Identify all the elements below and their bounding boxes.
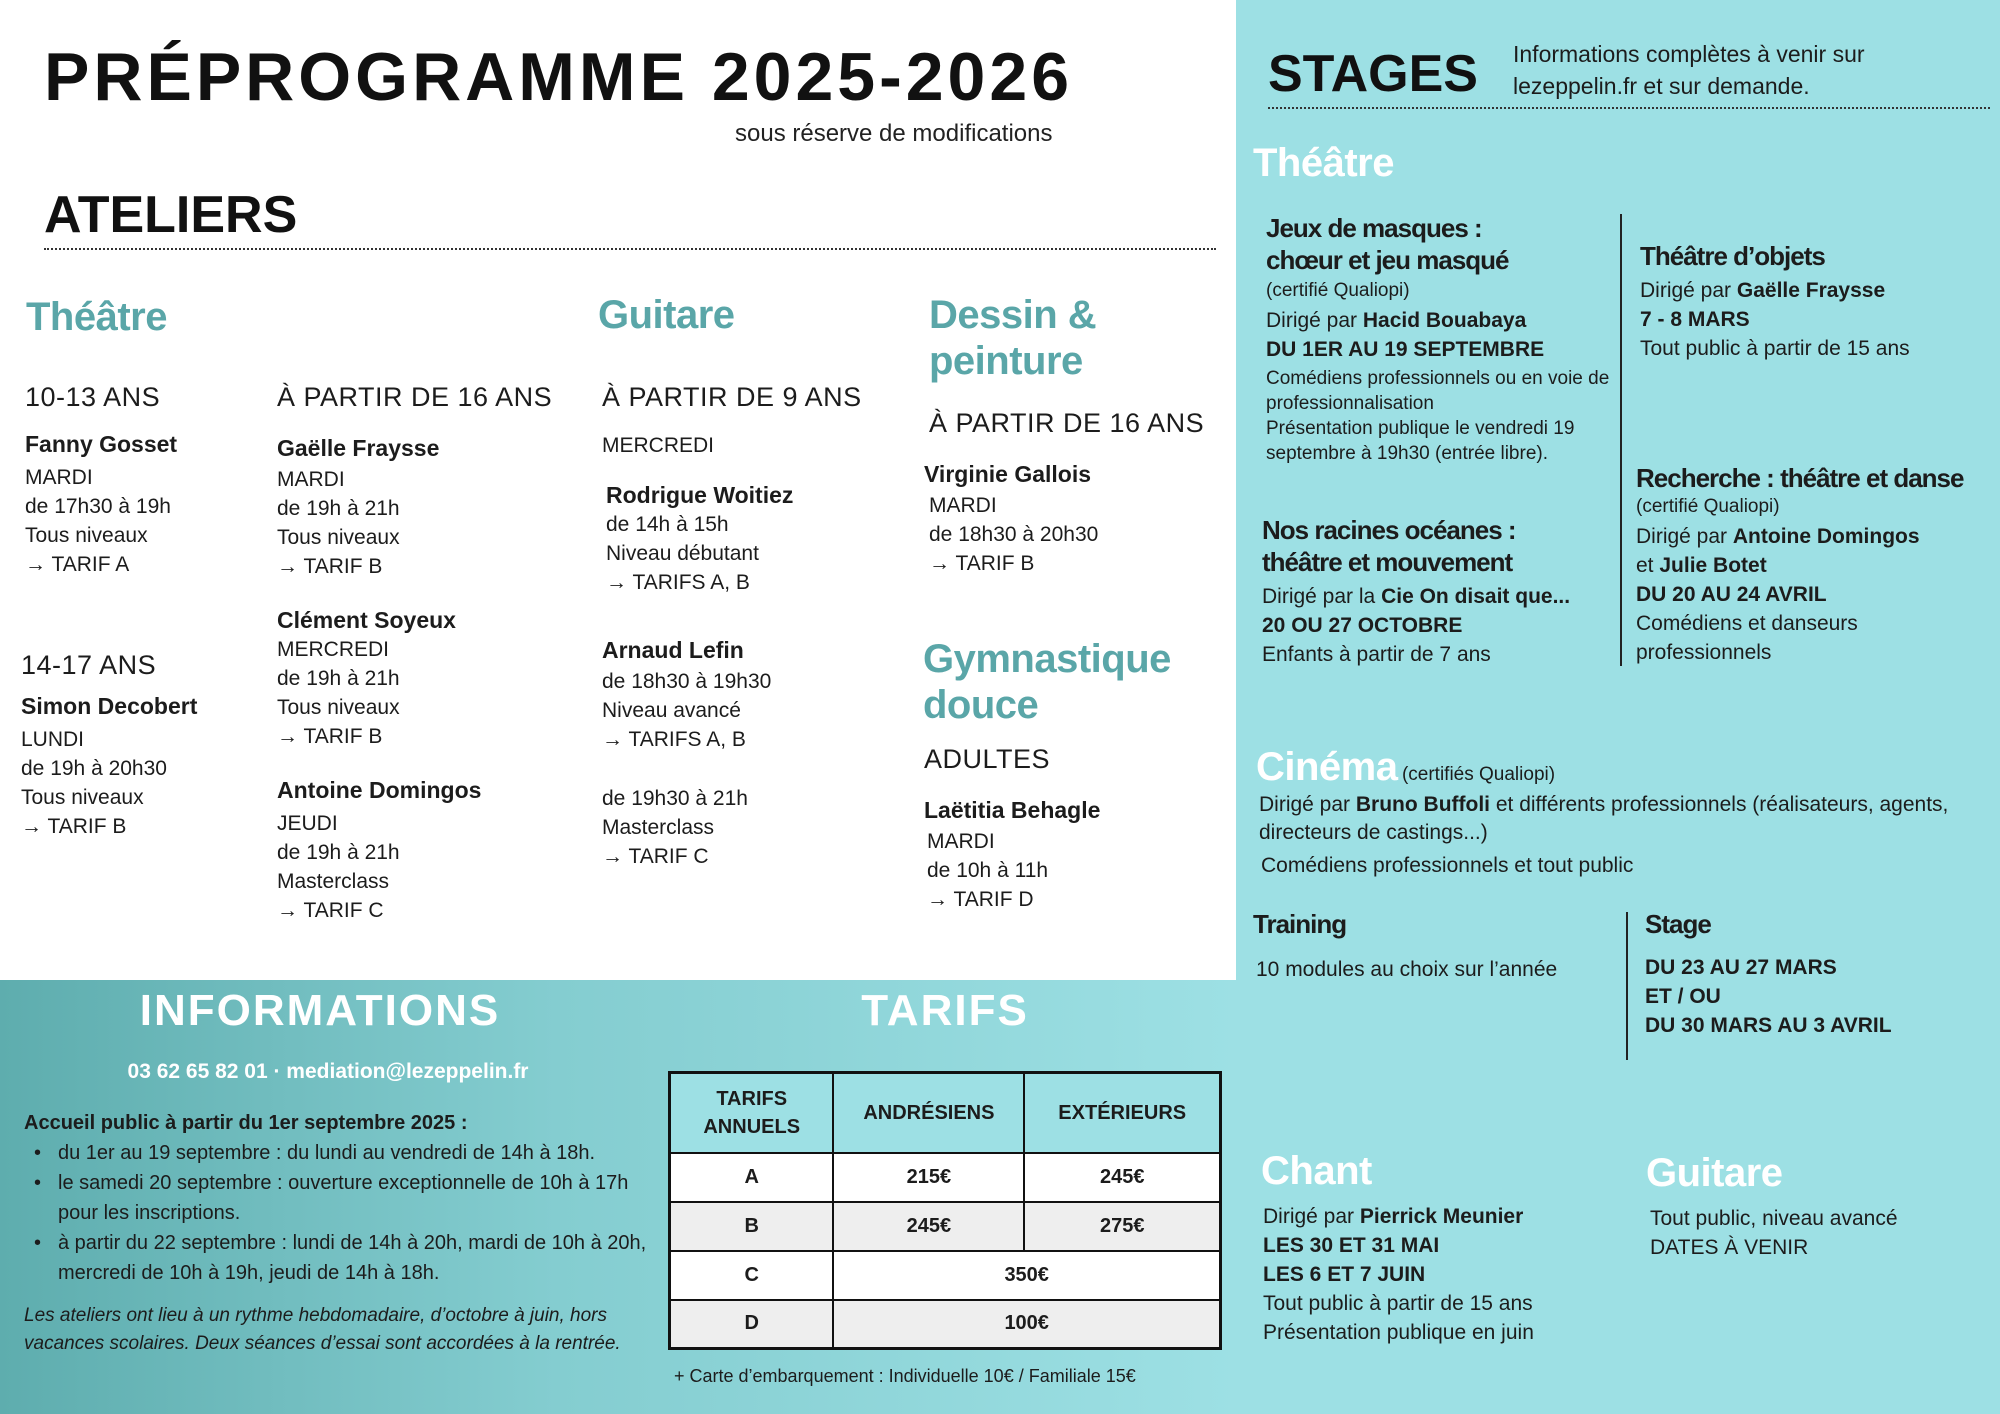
list-item: • du 1er au 19 septembre : du lundi au vendredi de 14h à 18h.	[24, 1138, 654, 1168]
stage-dates: LES 6 ET 7 JUIN	[1263, 1263, 1426, 1286]
director	[1262, 582, 1622, 611]
atelier-theatre-title: Théâtre	[26, 295, 167, 339]
table-header-row	[670, 1073, 1221, 1153]
cinema-director	[1259, 791, 1979, 847]
tarifs-heading: TARIFS	[861, 986, 1029, 1035]
atelier-gym	[924, 744, 1100, 914]
audience: professionnels	[1636, 641, 1772, 664]
schedule-line: de 19h à 21h	[277, 841, 400, 864]
director-prefix: Dirigé par la	[1262, 585, 1382, 608]
column-header: ANDRÉSIENS	[833, 1073, 1024, 1153]
schedule-line: MARDI	[927, 830, 995, 853]
tarif-line: → TARIF A	[25, 553, 130, 576]
schedule	[21, 725, 197, 841]
cinema-training-desc: 10 modules au choix sur l’année	[1256, 958, 1558, 981]
schedule-line: de 18h30 à 20h30	[929, 523, 1099, 546]
director-name: Bruno Buffoli	[1355, 793, 1491, 816]
stage-dates: DU 20 AU 24 AVRIL	[1636, 583, 1827, 606]
instructor-name: Laëtitia Behagle	[924, 797, 1101, 823]
schedule-line: de 17h30 à 19h	[25, 495, 171, 518]
director-name: Pierrick Meunier	[1359, 1205, 1524, 1228]
date-line: DU 23 AU 27 MARS	[1645, 956, 1837, 979]
instructor-name: Fanny Gosset	[25, 431, 178, 457]
schedule	[277, 635, 552, 751]
schedule-line: MARDI	[25, 466, 93, 489]
age-group: ADULTES	[924, 744, 1051, 774]
schedule-line: Tous niveaux	[21, 786, 144, 809]
title-line: chœur et jeu masqué	[1266, 245, 1509, 275]
schedule-line: Niveau avancé	[602, 699, 741, 722]
column-header: TARIFS ANNUELS	[670, 1073, 834, 1153]
table-row	[670, 1202, 1221, 1251]
title-line: Nos racines océanes :	[1262, 515, 1516, 545]
director-name: Julie Botet	[1659, 554, 1767, 577]
schedule-line: de 19h30 à 21h	[602, 787, 748, 810]
certification: (certifiés Qualiopi)	[1401, 764, 1556, 785]
cinema-training-title: Training	[1253, 909, 1347, 939]
stage-title	[1266, 212, 1626, 276]
schedule-line: MARDI	[277, 468, 345, 491]
presentation: Présentation publique le vendredi 19 septembre à 19h30 (entrée libre).	[1266, 418, 1575, 464]
instructor-name: Clément Soyeux	[277, 607, 456, 633]
presentation: Présentation publique en juin	[1263, 1321, 1534, 1344]
stage-dates: 20 OU 27 OCTOBRE	[1262, 614, 1463, 637]
stage-racines-oceanes	[1262, 514, 1622, 669]
stages-cinema-title: Cinéma	[1256, 745, 1398, 789]
instructor-name: Gaëlle Fraysse	[277, 435, 440, 461]
cinema-stage-title: Stage	[1645, 909, 1711, 939]
schedule-line: de 19h à 20h30	[21, 757, 167, 780]
age-group: À PARTIR DE 16 ANS	[277, 382, 553, 412]
atelier-theatre-16plus	[277, 382, 552, 925]
director-prefix: Dirigé par	[1266, 309, 1363, 332]
instructor-name: Rodrigue Woitiez	[606, 482, 794, 508]
title-line: Jeux de masques :	[1266, 213, 1482, 243]
column-header: EXTÉRIEURS	[1024, 1073, 1220, 1153]
informations-body	[24, 1108, 654, 1358]
director-suffix: et différents professionnels (réalisateurs, agents, directeurs de castings...)	[1259, 793, 1949, 844]
cinema-stage-dates	[1645, 953, 1892, 1040]
title-line: théâtre et mouvement	[1262, 547, 1513, 577]
day: MERCREDI	[602, 434, 715, 457]
stage-dates: DATES À VENIR	[1650, 1236, 1809, 1259]
table-row	[670, 1251, 1221, 1300]
director-prefix: et	[1636, 554, 1660, 577]
schedule-line: Tous niveaux	[277, 526, 400, 549]
audience: Comédiens et danseurs	[1636, 612, 1858, 635]
stages-divider	[1268, 107, 1990, 109]
list-item: • à partir du 22 septembre : lundi de 14h à 20h, mardi de 10h à 20h, mercredi de 10h à 19h, jeudi de 14h à 18h.	[24, 1228, 654, 1288]
schedule-line: Tous niveaux	[25, 524, 148, 547]
director	[1640, 276, 1980, 305]
stage-chant	[1263, 1202, 1534, 1347]
tarif-line: → TARIF B	[21, 815, 127, 838]
director-name: Antoine Domingos	[1732, 525, 1920, 548]
title-line: douce	[923, 683, 1039, 727]
schedule	[927, 827, 1100, 914]
schedule-line: Tous niveaux	[277, 696, 400, 719]
accueil-heading: Accueil public à partir du 1er septembre 2025 :	[24, 1112, 468, 1134]
atelier-dessin-title	[929, 292, 1096, 384]
tarif-line: → TARIF C	[602, 845, 709, 868]
tarif-line: → TARIF C	[277, 899, 384, 922]
title-line: Gymnastique	[923, 637, 1171, 681]
schedule	[606, 510, 862, 597]
list-item: • le samedi 20 septembre : ouverture exceptionnelle de 10h à 17h pour les inscriptions.	[24, 1168, 654, 1228]
atelier-guitare	[602, 382, 862, 871]
age-group: 10-13 ANS	[25, 382, 161, 412]
stage-dates: 7 - 8 MARS	[1640, 308, 1750, 331]
instructor-name: Simon Decobert	[21, 693, 198, 719]
tarif-label: A	[670, 1153, 834, 1202]
schedule-line: de 10h à 11h	[927, 859, 1049, 882]
tarif-line: → TARIF B	[929, 552, 1035, 575]
schedule	[277, 465, 552, 581]
schedule	[602, 667, 862, 754]
column-divider	[1626, 912, 1628, 1060]
stage-dates: DU 1ER AU 19 SEPTEMBRE	[1266, 338, 1545, 361]
stages-heading: STAGES	[1268, 45, 1478, 103]
stage-title	[1262, 514, 1622, 578]
informations-heading: INFORMATIONS	[139, 986, 501, 1035]
atelier-guitare-title: Guitare	[598, 293, 735, 337]
audience: Tout public à partir de 15 ans	[1640, 337, 1910, 360]
age-group: À PARTIR DE 16 ANS	[929, 408, 1205, 438]
schedule-line: MARDI	[929, 494, 997, 517]
instructor-name: Virginie Gallois	[924, 461, 1092, 487]
director-name: Cie On disait que...	[1381, 585, 1571, 608]
stage-theatre-objets	[1640, 240, 1980, 363]
director-prefix: Dirigé par	[1259, 793, 1356, 816]
stage-jeux-de-masques	[1266, 212, 1626, 466]
tarif-line: → TARIF B	[277, 725, 383, 748]
director	[1266, 306, 1626, 335]
tarif-price: 350€	[833, 1251, 1220, 1300]
schedule	[25, 463, 177, 579]
director-prefix: Dirigé par	[1636, 525, 1733, 548]
schedule-line: de 19h à 21h	[277, 497, 400, 520]
audience: Tout public, niveau avancé	[1650, 1207, 1898, 1230]
instructor-name: Arnaud Lefin	[602, 637, 744, 663]
schedule	[277, 809, 552, 925]
stage-guitare	[1650, 1204, 1898, 1262]
schedule-line: de 19h à 21h	[277, 667, 400, 690]
stage-dates: LES 30 ET 31 MAI	[1263, 1234, 1440, 1257]
tarif-price: 215€	[833, 1153, 1024, 1202]
tarif-price: 245€	[833, 1202, 1024, 1251]
page-title: PRÉPROGRAMME 2025-2026	[44, 39, 1074, 115]
stages-chant-title: Chant	[1261, 1149, 1372, 1193]
tarif-label: D	[670, 1300, 834, 1349]
schedule-line: Masterclass	[277, 870, 390, 893]
director-name: Hacid Bouabaya	[1362, 309, 1527, 332]
stages-theatre-title: Théâtre	[1253, 141, 1394, 185]
schedule-line: MERCREDI	[277, 638, 390, 661]
tarifs-footnote: + Carte d’embarquement : Individuelle 10€ / Familiale 15€	[674, 1366, 1136, 1386]
audience: Tout public à partir de 15 ans	[1263, 1292, 1533, 1315]
tarif-price: 275€	[1024, 1202, 1220, 1251]
director-prefix: Dirigé par	[1263, 1205, 1360, 1228]
director	[1636, 522, 1996, 551]
atelier-dessin	[924, 408, 1205, 578]
contact-line: 03 62 65 82 01 · mediation@lezeppelin.fr	[127, 1060, 529, 1083]
atelier-theatre-1013	[25, 382, 177, 579]
age-group: 14-17 ANS	[21, 650, 157, 680]
schedule-line: de 14h à 15h	[606, 513, 729, 536]
tarif-label: B	[670, 1202, 834, 1251]
atelier-theatre-1417	[21, 650, 197, 841]
table-row	[670, 1300, 1221, 1349]
stage-cinema-title-row	[1256, 744, 1555, 790]
opening-hours-list	[24, 1138, 654, 1288]
schedule-line: de 18h30 à 19h30	[602, 670, 772, 693]
title-line: peinture	[929, 339, 1083, 383]
stages-note: Informations complètes à venir sur lezeppelin.fr et sur demande.	[1513, 41, 1865, 99]
schedule-line: Masterclass	[602, 816, 715, 839]
schedule-line: JEUDI	[277, 812, 338, 835]
age-group: À PARTIR DE 9 ANS	[602, 382, 862, 412]
audience: Enfants à partir de 7 ans	[1262, 643, 1491, 666]
tarif-line: → TARIFS A, B	[606, 571, 750, 594]
stage-title: Théâtre d’objets	[1640, 241, 1825, 271]
certification: (certifié Qualiopi)	[1266, 280, 1410, 301]
director-name: Gaëlle Fraysse	[1736, 279, 1886, 302]
schedule-line: LUNDI	[21, 728, 85, 751]
ateliers-note: Les ateliers ont lieu à un rythme hebdomadaire, d’octobre à juin, hors vacances scolaires. Deux séances d’essai sont accordées à la rentrée.	[24, 1305, 621, 1354]
ateliers-divider	[44, 248, 1216, 250]
date-line: ET / OU	[1645, 985, 1721, 1008]
title-line: Dessin &	[929, 293, 1097, 337]
director	[1636, 551, 1996, 580]
tarif-price: 245€	[1024, 1153, 1220, 1202]
schedule	[929, 491, 1204, 578]
tarif-line: → TARIFS A, B	[602, 728, 746, 751]
stages-guitare-title: Guitare	[1646, 1151, 1783, 1195]
certification: (certifié Qualiopi)	[1636, 496, 1780, 517]
director	[1263, 1202, 1534, 1231]
cinema-audience: Comédiens professionnels et tout public	[1261, 854, 1634, 877]
tarif-price: 100€	[833, 1300, 1220, 1349]
tarif-line: → TARIF B	[277, 555, 383, 578]
tarif-label: C	[670, 1251, 834, 1300]
date-line: DU 30 MARS AU 3 AVRIL	[1645, 1014, 1892, 1037]
ateliers-heading: ATELIERS	[44, 186, 298, 244]
audience: Comédiens professionnels ou en voie de professionnalisation	[1266, 368, 1610, 414]
tarif-line: → TARIF D	[927, 888, 1034, 911]
schedule	[602, 784, 862, 871]
director-prefix: Dirigé par	[1640, 279, 1737, 302]
table-row	[670, 1153, 1221, 1202]
atelier-gym-title	[923, 636, 1171, 728]
stage-title: Recherche : théâtre et danse	[1636, 463, 1964, 493]
stage-recherche	[1636, 462, 1996, 667]
tarifs-table	[668, 1071, 1222, 1350]
page-subtitle: sous réserve de modifications	[735, 120, 1053, 147]
instructor-name: Antoine Domingos	[277, 777, 482, 803]
schedule-line: Niveau débutant	[606, 542, 759, 565]
